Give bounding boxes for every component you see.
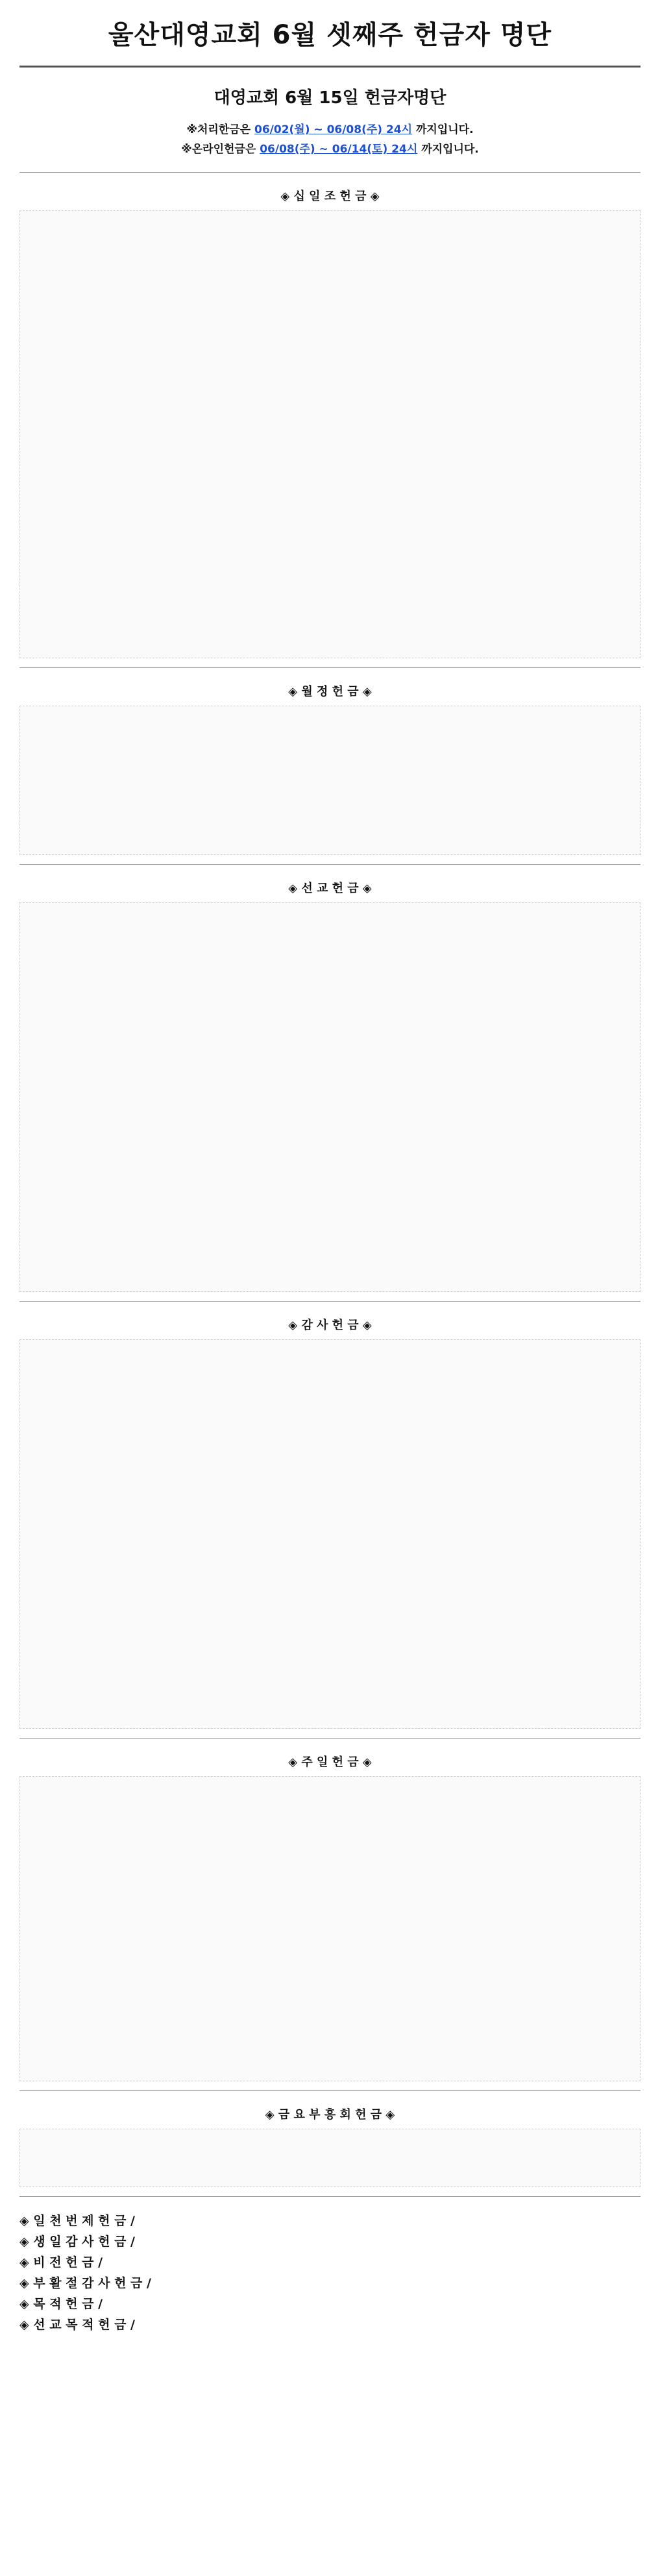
summary-row: ◈ 선 교 목 적 헌 금 / (19, 2318, 135, 2332)
notice-line-1-suffix: 까지입니다. (415, 123, 474, 136)
thanksgiving-name-list (19, 1339, 641, 1729)
tithe-name-list (19, 210, 641, 658)
notice-line-2-suffix: 까지입니다. (421, 143, 479, 156)
divider (19, 172, 641, 173)
section-mission (19, 879, 641, 1292)
monthly-name-list (19, 706, 641, 855)
section-title: ◈ 월 정 헌 금 ◈ (288, 685, 372, 699)
section-title: ◈ 감 사 헌 금 ◈ (288, 1319, 372, 1332)
notice-line-1 (19, 120, 641, 140)
summary-row: ◈ 목 적 헌 금 / (19, 2297, 103, 2311)
notice-line-2-prefix: ※온라인헌금은 (181, 143, 256, 156)
section-title: ◈ 주 일 헌 금 ◈ (288, 1755, 372, 1769)
divider (19, 667, 641, 668)
notice-line-1-prefix: ※처리한금은 (186, 123, 251, 136)
divider (19, 1301, 641, 1302)
divider (19, 2196, 641, 2197)
document-page (0, 14, 660, 2576)
section-sunday (19, 1753, 641, 2081)
notice-line-1-dates: 06/02(월) ~ 06/08(주) 24시 (254, 123, 413, 136)
section-tithe (19, 187, 641, 658)
friday-revival-name-list (19, 2129, 641, 2187)
summary-row: ◈ 비 전 헌 금 / (19, 2255, 103, 2270)
summary-row: ◈ 일 천 번 제 헌 금 / (19, 2214, 135, 2228)
section-monthly (19, 682, 641, 855)
notice-line-2 (19, 140, 641, 159)
divider (19, 2090, 641, 2091)
summary-row: ◈ 생 일 감 사 헌 금 / (19, 2235, 135, 2249)
section-thanksgiving (19, 1316, 641, 1729)
deadline-notice (19, 120, 641, 159)
mission-name-list (19, 902, 641, 1292)
page-title: 울산대영교회 6월 셋째주 헌금자 명단 (108, 20, 552, 50)
section-title: ◈ 십 일 조 헌 금 ◈ (280, 190, 380, 203)
notice-line-2-dates: 06/08(주) ~ 06/14(토) 24시 (260, 143, 418, 156)
section-friday-revival (19, 2105, 641, 2187)
section-title: ◈ 선 교 헌 금 ◈ (288, 882, 372, 895)
title-divider (19, 66, 641, 68)
special-offering-summary (19, 2211, 641, 2336)
divider (19, 1738, 641, 1739)
sunday-name-list (19, 1776, 641, 2081)
divider (19, 864, 641, 865)
summary-row: ◈ 부 활 절 감 사 헌 금 / (19, 2276, 151, 2290)
section-title: ◈ 금 요 부 흥 회 헌 금 ◈ (265, 2108, 395, 2122)
page-subtitle: 대영교회 6월 15일 헌금자명단 (214, 88, 446, 108)
